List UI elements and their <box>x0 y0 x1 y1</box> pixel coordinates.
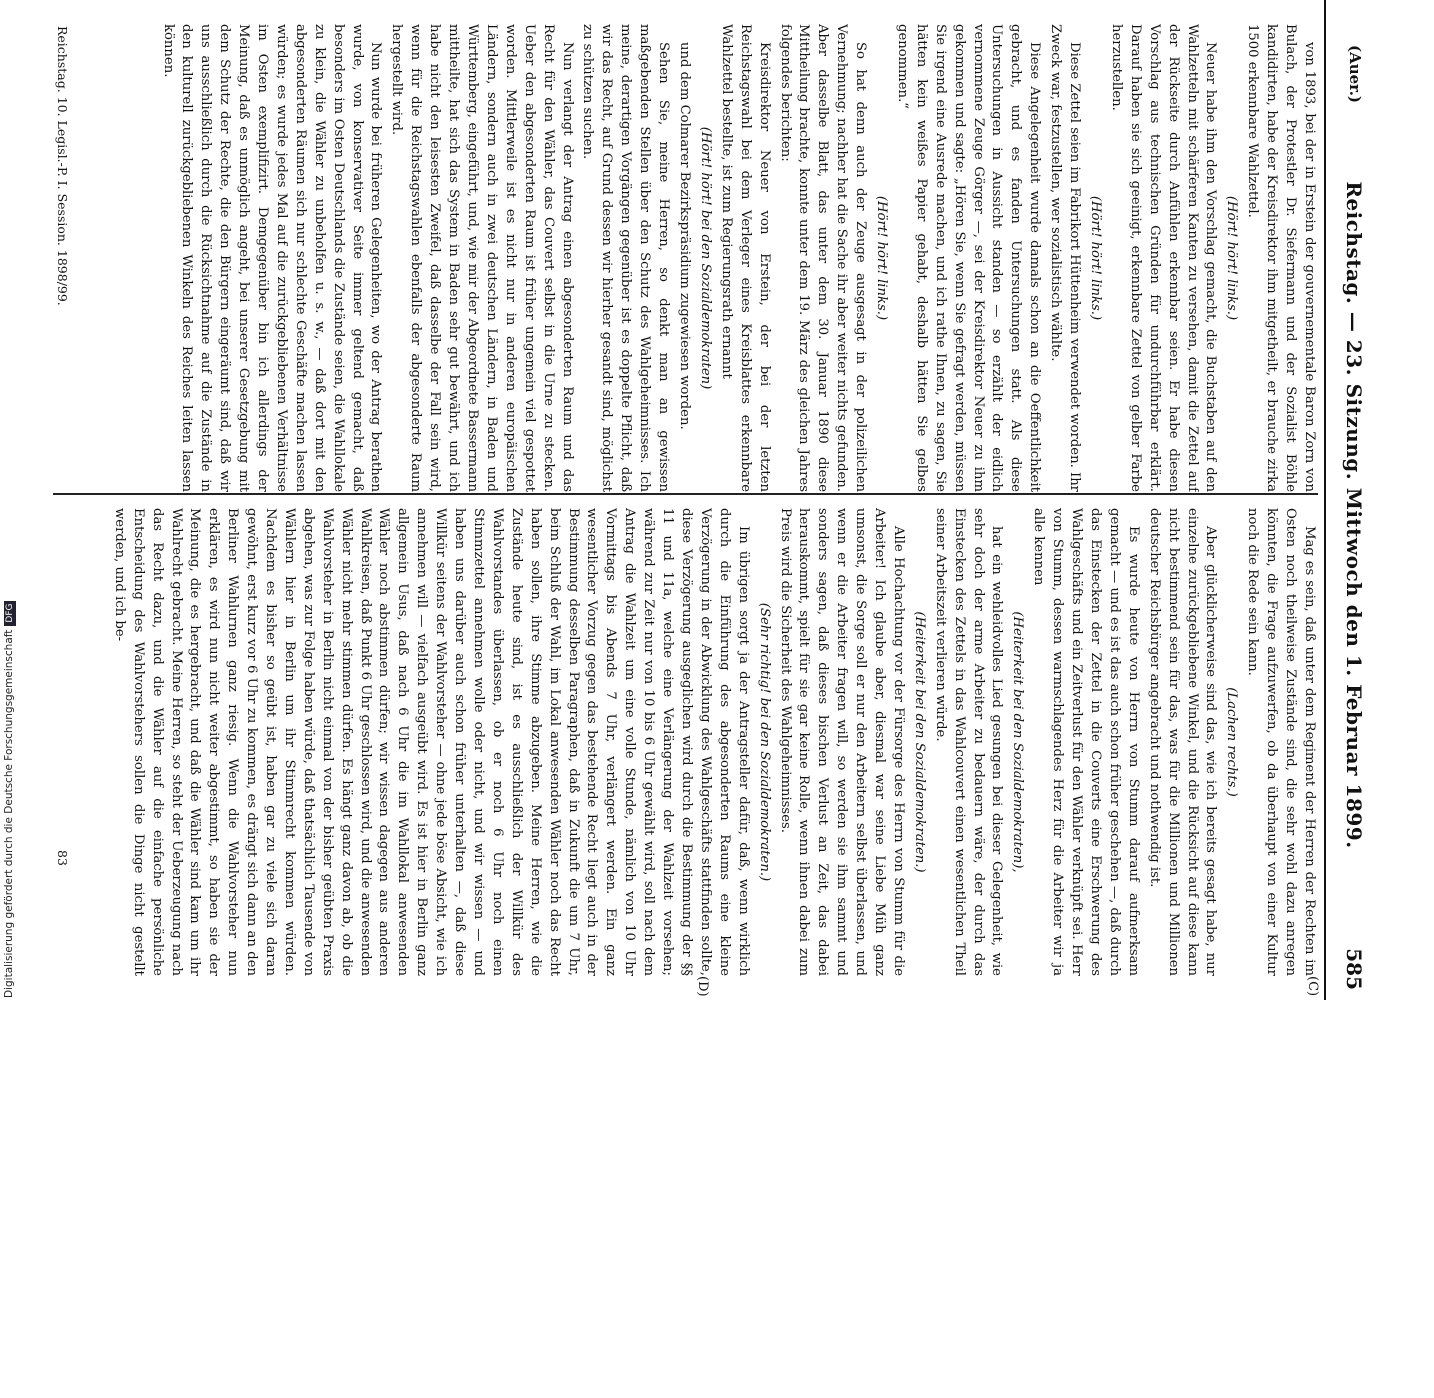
right-column <box>28 508 1318 976</box>
dfg-logo: DFG <box>4 601 16 626</box>
paragraph: So hat denn auch der Zeuge ausgesagt in der polizeilichen Vernehmung; nachher hat die Sache ihr aber weiter nichts gefunden. Aber dasselbe Blatt, das unter dem 30. Januar 1890 diese Mittheilung brachte, konnte unter dem 19. März des gleichen Jahres folgendes berichten: <box>777 24 869 492</box>
footer-reference: Reichstag. 10. Legisl.-P. I. Session. 1898/99. <box>55 26 70 306</box>
paragraph: Mag es sein, daß unter dem Regiment der Herren der Rechten im Osten noch theilweise Zustände sind, die sehr wohl dazu anregen könnten, die Frage aufzuwerfen, ob da überhaupt von einer Kultur noch die Rede sein kann. <box>1245 508 1317 976</box>
side-credit-text: Digitalisierung gefördert durch die Deutsche Forschungsgemeinschaft <box>3 629 15 998</box>
paragraph: Diese Angelegenheit wurde damals schon an die Oeffentlichkeit gebracht, und es fanden Untersuchungen statt. Als diese Untersuchungen in Aussicht standen — so erzählt der eidlich vernommene Zeuge Görger —, sei der Kreisdirektor Neuer zu ihm gekommen und sagte: „Hören Sie, wenn Sie gefragt werden, müssen Sie irgend eine Ausrede machen, und ich rathe Ihnen, zu sagen, Sie hätten kein weißes Papier gehabt, deshalb hätten Sie gelbes genommen.“ <box>894 24 1043 492</box>
paragraph: Im übrigen sorgt ja der Antragsteller dafür, daß, wenn wirklich durch die Einführung des abgesonderten Raums eine kleine Verzögerung in der Abwicklung des Wahlgeschäfts stattfinden sollte, diese Verzögerung ausgeglichen wird durch die Bestimmung der §§ 11 und 11a, welche eine Verlängerung der Wahlzeit vorsehen; während zur Zeit nur von 10 bis 6 Uhr gewählt wird, soll nach dem Antrag die Wahlzeit um eine volle Stunde, nämlich von 10 Uhr Vormittags bis Abends 7 Uhr, verlängert werden. Ein ganz wesentlicher Vorzug gegen das bestehende Recht liegt auch in der Bestimmung desselben Paragraphen, daß in Zukunft die um 7 Uhr, beim Schluß der Wahl, im Lokal anwesenden Wähler noch das Recht haben sollen, ihre Stimme abzugeben. Meine Herren, wie die Zustände heute sind, ist es ausschließlich der Willkür des Wahlvorstandes überlassen, ob er noch 6 Uhr noch einen Stimmzettel annehmen wolle oder nicht, und wir wissen — und haben uns darüber auch schon früher unterhalten —, daß diese Willkür seitens der Wahlvorsteher — ohne jede böse Absicht, wie ich annehmen will — vielfach ausgeübt wird. Es ist hier in Berlin ganz allgemein Usus, daß nach 6 Uhr die im Wahllokal anwesenden Wähler noch abstimmen dürfen; wir wissen dagegen aus anderen Wahlkreisen, daß Punkt 6 Uhr geschlossen wird, und die anwesenden Wähler nicht mehr stimmen dürfen. Es hängt ganz davon ab, ob die Wahlvorsteher in Berlin nicht einmal von der bisher geübten Praxis abgehen, was zur Folge haben würde, daß thatsächlich Tausende von Wählern hier in Berlin um ihr Stimmrecht kommen würden. Nachdem es bisher so geübt ist, haben gar zu viele sich daran gewöhnt, erst kurz vor 6 Uhr zu kommen, es drängt sich dann an den Berliner Wahlurnen ganz riesig. Wenn die Wahlvorsteher nun erklären, es wird nun nicht weiter abgestimmt, so haben sie der Meinung, die es hergebracht, und daß die Wähler sind kam um ihr Wahlrecht gebracht. Meine Herren, so steht der Ueberzeugung nach das Recht dazu, und die Wähler auf die einfache persönliche Entscheidung des Wahlvorstehers sollen die Dinge nicht gestellt werden, und ich be- <box>111 508 751 976</box>
interjection: (Lachen rechts.) <box>1224 687 1240 797</box>
paragraph: und dem Colmarer Bezirkspräsidium zugewiesen worden. <box>677 42 692 430</box>
left-column <box>28 24 1318 492</box>
interjection: (Heiterkeit bei den Sozialdemokraten.) <box>911 611 927 873</box>
paragraph: Nun verlangt der Antrag einen abgesonderten Raum und das Recht für den Wähler, das Couvert selbst in die Urne zu stecken. Ueber den abgesonderten Raum ist früher ungemein viel gespottet worden. Mittlerweile ist es nicht nur in anderen europäischen Ländern, sondern auch in zwei deutschen Ländern, in Baden und Württemberg, eingeführt, und, wie mir der Abgeordnete Bassermann mittheilte, hat sich das System in Baden sehr gut bewährt, und ich habe nicht den leisesten Zweifel, daß dasselbe der Fall sein wird, wenn für die Reichstagswahlen ebenfalls der abgesonderte Raum hergestellt wird. <box>389 24 575 492</box>
paragraph: von 1893, bei der in Erstein der gouvernementale Baron Zorn von Bulach, der Protestler Dr. Siefermann und der Sozialist Böhle kandidirten, habe der Kreisdirektor ihm mitgetheilt, er brauche zirka 1500 erkennbare Wahlzettel. <box>1245 24 1317 492</box>
side-credit <box>3 601 16 998</box>
paragraph: Aber glücklicherweise sind das, wie ich bereits gesagt habe, nur einzelne zurückgebliebene Winkel, und die Rücksicht auf diese kann nicht bestimmend sein für das, was für die Millionen und Millionen deutscher Reichsbürger angebracht und nothwendig ist. <box>1146 508 1219 976</box>
interjection: (Heiterkeit bei den Sozialdemokraten), <box>1010 611 1026 873</box>
interjection: (Hört! hört! bei den Sozialdemokraten) <box>697 126 713 390</box>
paragraph: Kreisdirektor Neuer von Erstein, der bei der letzten Reichstagswahl bei dem Verleger eines Kreisblattes erkennbare Wahlzettel bestellte, ist zum Regierungsrath ernannt <box>718 24 772 492</box>
interjection: (Hört! hört! links.) <box>1088 195 1104 321</box>
paragraph: Alle Hochachtung vor der Fürsorge des Herrn von Stumm für die Arbeiter! Ich glaube aber, diesmal war seine Liebe Müh ganz umsonst, die Sorge soll er nur den Arbeitern selbst überlassen, und wenn er die Arbeiter fragen will, so werden sie ihm sammt und sonders sagen, daß dieses bischen Verlust an Zeit, das dabei herauskommt, spielt für sie gar keine Rolle, wenn ihnen dabei zum Preis wird die Sicherheit des Wahlgeheimnisses. <box>777 508 906 976</box>
paragraph: Neuer habe ihm den Vorschlag gemacht, die Buchstaben auf den Wahlzetteln mit schärferen Kanten zu versehen, damit die Zettel auf der Rückseite durch Anfühlen erkennbar seien. Er habe diesen Vorschlag aus technischen Gründen für undurchführbar erklärt. Darauf haben sie sich geeinigt, erkennbare Zettel von gelber Farbe herzustellen. <box>1108 24 1219 492</box>
interjection: (Hört! hört! links.) <box>1224 195 1240 321</box>
page-header <box>1324 0 1372 1000</box>
page-number: 585 <box>1342 948 1366 990</box>
side-credit-area <box>3 603 19 1398</box>
paragraph: hat ein wehleidvolles Lied gesungen bei dieser Gelegenheit, wie sehr doch der arme Arbeiter zu bedauern wäre, der durch das Einstecken des Zettels in das Wahlcouvert einen wesentlichen Theil seiner Arbeitszeit verlieren würde. <box>932 508 1005 976</box>
page-title: Reichstag. — 23. Sitzung. Mittwoch den 1. Februar 1899. <box>1342 181 1366 849</box>
paragraph: Nun wurde bei früheren Gelegenheiten, wo der Antrag berathen wurde, von konservativer Seite immer geltend gemacht, daß besonders im Osten Deutschlands die Zustände seien, die Wahllokale zu klein, die Wähler zu unbeholfen u. s. w., — daß dort mit den abgesonderten Räumen sich nur schlechte Geschäfte machen lassen würden; es wurde jedes Mal auf die zurückgebliebenen Verhältnisse im Osten exemplifizirt. Demgegenüber bin ich allerdings der Meinung, daß es unmöglich angeht, bei unserer Gesetzgebung mit dem Schutz der Rechte, die den Bürgern eingeräumt sind, daß wir uns ausschließlich durch die Rücksichtnahme auf die Zustände in den kulturell zurückgebliebenen Winkeln des Reiches leiten lassen können. <box>160 24 384 492</box>
margin-marker-c: (C) <box>1305 976 1320 997</box>
paragraph: Diese Zettel seien im Fabrikort Hüttenheim verwendet worden. Ihr Zweck war, festzustellen, wer sozialistisch wählte. <box>1048 24 1083 492</box>
column-divider <box>53 493 1318 495</box>
speaker-name: (Auer.) <box>1346 45 1364 104</box>
margin-marker-d: (D) <box>695 976 710 997</box>
paragraph: Es wurde heute von Herrn von Stumm darauf aufmerksam gemacht — und es ist das auch schon früher geschehen —, daß durch das Einstecken der Zettel in die Couverts eine Erschwerung des Wahlgeschäfts und ein Zeitverlust für den Wähler verknüpft sei. Herr von Stumm, dessen warmschlagendes Herz für die Arbeiter wir ja alle kennen <box>1031 508 1141 976</box>
interjection: (Hört! hört! links.) <box>874 195 890 321</box>
footer-sheet-number: 83 <box>55 850 70 866</box>
paragraph: Sehen Sie, meine Herren, so denkt man an gewissen maßgebenden Stellen über den Schutz des Wahlgeheimnisses. Ich meine, derartigen Vorgängen gegenüber ist es doppelte Pflicht, daß wir das Recht, auf Grund dessen wir hierher gesandt sind, möglichst zu schützen suchen. <box>580 24 672 492</box>
interjection: (Sehr richtig! bei den Sozialdemokraten.) <box>756 602 772 882</box>
